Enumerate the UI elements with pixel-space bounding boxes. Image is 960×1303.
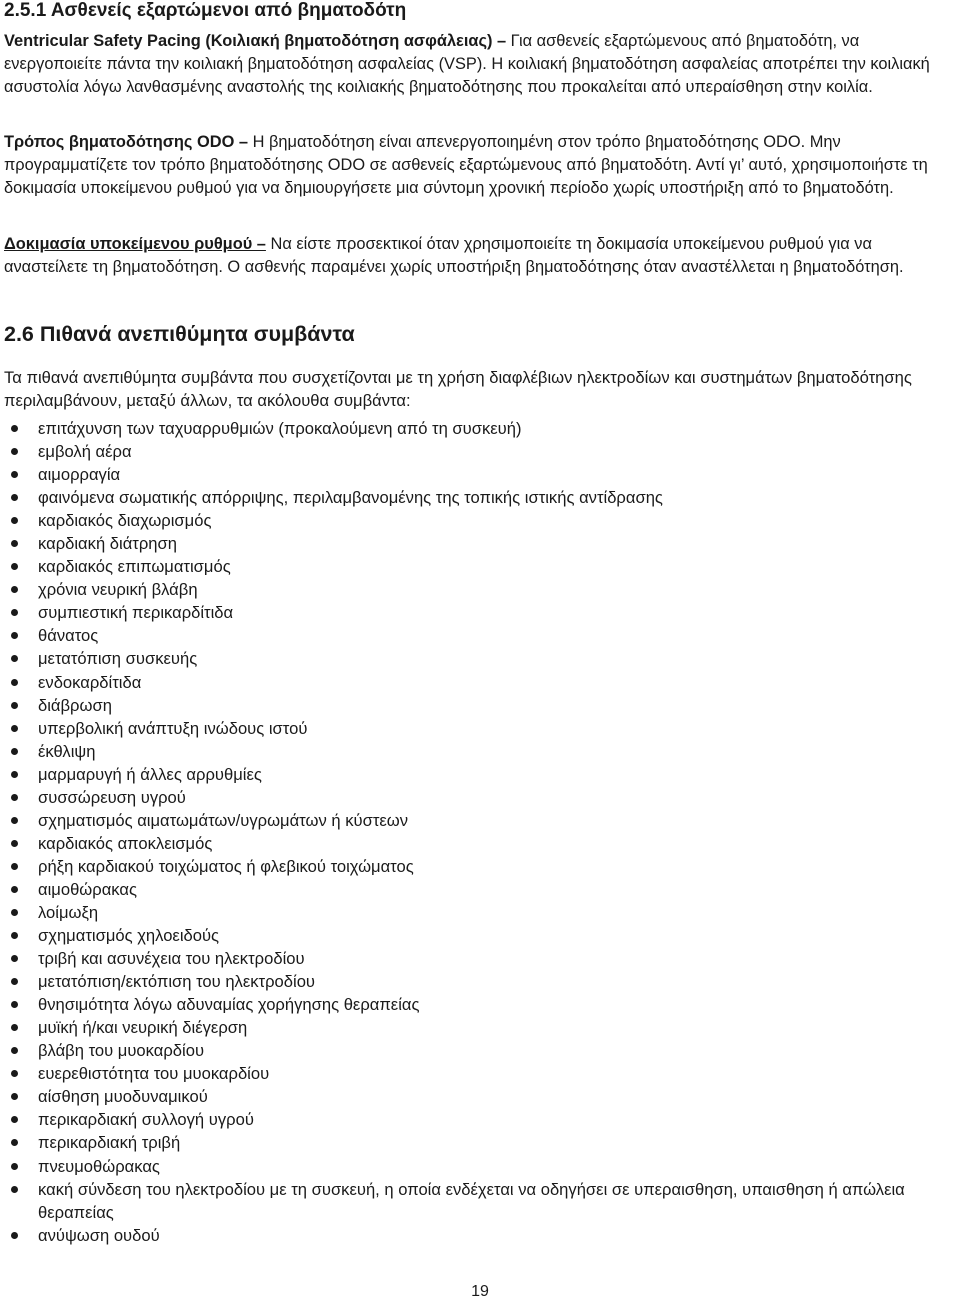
- list-item-text: πνευμοθώρακας: [38, 1156, 160, 1176]
- bullet-icon: [11, 771, 18, 778]
- list-item-text: αίσθηση μυοδυναμικού: [38, 1087, 208, 1107]
- list-item: [0, 832, 960, 855]
- list-item: [0, 763, 960, 786]
- list-item-text: σχηματισμός χηλοειδούς: [38, 926, 220, 946]
- list-item-text: μυϊκή ή/και νευρική διέγερση: [38, 1018, 248, 1038]
- list-item: [0, 924, 960, 947]
- odo-heading: Τρόπος βηματοδότησης ODO –: [4, 133, 249, 151]
- list-item: [0, 463, 960, 486]
- bullet-icon: [11, 1186, 18, 1193]
- odo-paragraph: [4, 131, 959, 200]
- underlying-rhythm-text: Να είστε προσεκτικοί όταν χρησιμοποιείτε τη δοκιμασία υποκείμενου ρυθμού για να αναστείλετε τη βηματοδότηση. Ο ασθενής παραμένει χωρίς υποστήριξη βηματοδότησης όταν αναστέλλεται η βηματοδότηση.: [4, 235, 904, 276]
- list-item-text: συσσώρευση υγρού: [38, 787, 186, 807]
- list-item-text: αιμοθώρακας: [38, 879, 137, 899]
- list-item: [0, 578, 960, 601]
- list-item: [0, 1131, 960, 1154]
- list-item-text: διάβρωση: [38, 695, 112, 715]
- list-item-text: θνησιμότητα λόγω αδυναμίας χορήγησης θεραπείας: [38, 995, 420, 1015]
- section-heading-2-5-1: 2.5.1 Ασθενείς εξαρτώμενοι από βηματοδότη: [4, 0, 407, 21]
- list-item-text: περικαρδιακή συλλογή υγρού: [38, 1110, 254, 1130]
- list-item: [0, 1178, 960, 1224]
- list-item-text: περικαρδιακή τριβή: [38, 1133, 181, 1153]
- list-item: [0, 417, 960, 440]
- bullet-icon: [11, 471, 18, 478]
- bullet-icon: [11, 517, 18, 524]
- list-item-text: ενδοκαρδίτιδα: [38, 672, 142, 692]
- page-number: 19: [471, 1283, 489, 1300]
- list-item-text: καρδιακή διάτρηση: [38, 534, 177, 554]
- bullet-icon: [11, 632, 18, 639]
- bullet-icon: [11, 1232, 18, 1239]
- list-item: [0, 486, 960, 509]
- list-item: [0, 694, 960, 717]
- list-item-text: μετατόπιση συσκευής: [38, 649, 198, 669]
- list-item-text: τριβή και ασυνέχεια του ηλεκτροδίου: [38, 949, 305, 969]
- bullet-icon: [11, 1116, 18, 1123]
- bullet-icon: [11, 817, 18, 824]
- list-item-text: μαρμαρυγή ή άλλες αρρυθμίες: [38, 764, 262, 784]
- list-item: [0, 901, 960, 924]
- bullet-icon: [11, 702, 18, 709]
- odo-text: Η βηματοδότηση είναι απενεργοποιημένη στον τρόπο βηματοδότησης ODO. Μην προγραμματίζετε τον τρόπο βηματοδότησης ODO σε ασθενείς εξαρτώμενους από βηματοδότη. Αντί γι’ αυτό, χρησιμοποιήστε τη δοκιμασία υποκείμενου ρυθμού για να δημιουργήσετε μια σύντομη χρονική περίοδο χωρίς υποστήριξη από το βηματοδότη.: [4, 133, 928, 197]
- bullet-icon: [11, 955, 18, 962]
- list-item: [0, 878, 960, 901]
- bullet-icon: [11, 586, 18, 593]
- underlying-rhythm-paragraph: [4, 233, 959, 279]
- list-item-text: λοίμωξη: [38, 902, 99, 922]
- bullet-icon: [11, 494, 18, 501]
- bullet-icon: [11, 1070, 18, 1077]
- bullet-icon: [11, 978, 18, 985]
- list-item: [0, 855, 960, 878]
- list-item-text: κακή σύνδεση του ηλεκτροδίου με τη συσκευή, η οποία ενδέχεται να οδηγήσει σε υπεραισθηση, υπαισθηση ή απώλεια θεραπείας: [38, 1179, 905, 1222]
- list-item-text: μετατόπιση/εκτόπιση του ηλεκτροδίου: [38, 972, 315, 992]
- bullet-icon: [11, 1093, 18, 1100]
- list-item: [0, 1016, 960, 1039]
- list-item-text: υπερβολική ανάπτυξη ινώδους ιστού: [38, 718, 308, 738]
- list-item: [0, 809, 960, 832]
- list-item: [0, 1224, 960, 1247]
- list-item-text: εμβολή αέρα: [38, 442, 132, 462]
- vsp-text: Για ασθενείς εξαρτώμενους από βηματοδότη, να ενεργοποιείτε πάντα την κοιλιακή βηματοδότηση ασφαλείας (VSP). Η κοιλιακή βηματοδότηση ασφαλείας αποτρέπει την κοιλιακή ασυστολία λόγω λανθασμένης αναστολής της κοιλιακής βηματοδότησης που προκαλείται από υπεραίσθηση στην κοιλία.: [4, 32, 930, 96]
- list-item: [0, 671, 960, 694]
- bullet-icon: [11, 794, 18, 801]
- list-item-text: καρδιακός επιπωματισμός: [38, 557, 231, 577]
- list-item-text: ανύψωση ουδού: [38, 1225, 160, 1245]
- bullet-icon: [11, 540, 18, 547]
- bullet-icon: [11, 1047, 18, 1054]
- bullet-icon: [11, 1024, 18, 1031]
- vsp-heading: Ventricular Safety Pacing (Κοιλιακή βηματοδότηση ασφάλειας) –: [4, 32, 507, 50]
- list-item: [0, 1062, 960, 1085]
- bullet-icon: [11, 609, 18, 616]
- list-item-text: καρδιακός διαχωρισμός: [38, 511, 212, 531]
- list-item-text: αιμορραγία: [38, 465, 121, 485]
- list-item: [0, 717, 960, 740]
- adverse-events-intro: Τα πιθανά ανεπιθύμητα συμβάντα που συσχετίζονται με τη χρήση διαφλέβιων ηλεκτροδίων και συστημάτων βηματοδότησης περιλαμβάνουν, μεταξύ άλλων, τα ακόλουθα συμβάντα:: [4, 368, 912, 410]
- bullet-icon: [11, 425, 18, 432]
- bullet-icon: [11, 840, 18, 847]
- bullet-icon: [11, 725, 18, 732]
- list-item: [0, 440, 960, 463]
- bullet-icon: [11, 909, 18, 916]
- list-item-text: βλάβη του μυοκαρδίου: [38, 1041, 205, 1061]
- bullet-icon: [11, 886, 18, 893]
- list-item: [0, 786, 960, 809]
- list-item-text: σχηματισμός αιματωμάτων/υγρωμάτων ή κύστεων: [38, 810, 409, 830]
- list-item: [0, 647, 960, 670]
- bullet-icon: [11, 1163, 18, 1170]
- list-item: [0, 970, 960, 993]
- vsp-paragraph: [4, 30, 959, 99]
- list-item-text: καρδιακός αποκλεισμός: [38, 833, 213, 853]
- list-item: [0, 993, 960, 1016]
- list-item: [0, 1085, 960, 1108]
- list-item-text: ρήξη καρδιακού τοιχώματος ή φλεβικού τοιχώματος: [38, 856, 414, 876]
- bullet-icon: [11, 655, 18, 662]
- section-heading-2-6: 2.6 Πιθανά ανεπιθύμητα συμβάντα: [4, 322, 355, 346]
- list-item-text: χρόνια νευρική βλάβη: [38, 580, 198, 600]
- list-item: [0, 532, 960, 555]
- bullet-icon: [11, 448, 18, 455]
- list-item-text: έκθλιψη: [38, 741, 96, 761]
- list-item: [0, 555, 960, 578]
- list-item: [0, 509, 960, 532]
- bullet-icon: [11, 748, 18, 755]
- bullet-icon: [11, 863, 18, 870]
- list-item: [0, 947, 960, 970]
- list-item-text: ευερεθιστότητα του μυοκαρδίου: [38, 1064, 270, 1084]
- list-item: [0, 1155, 960, 1178]
- list-item: [0, 1039, 960, 1062]
- bullet-icon: [11, 1139, 18, 1146]
- list-item: [0, 624, 960, 647]
- bullet-icon: [11, 1001, 18, 1008]
- adverse-events-list: [0, 417, 960, 1247]
- list-item-text: συμπιεστική περικαρδίτιδα: [38, 603, 234, 623]
- underlying-rhythm-heading: Δοκιμασία υποκείμενου ρυθμού –: [4, 235, 266, 253]
- list-item-text: επιτάχυνση των ταχυαρρυθμιών (προκαλούμενη από τη συσκευή): [38, 419, 522, 438]
- list-item: [0, 601, 960, 624]
- list-item-text: θάνατος: [38, 626, 99, 646]
- bullet-icon: [11, 932, 18, 939]
- list-item-text: φαινόμενα σωματικής απόρριψης, περιλαμβανομένης της τοπικής ιστικής αντίδρασης: [38, 488, 663, 508]
- bullet-icon: [11, 679, 18, 686]
- list-item: [0, 740, 960, 763]
- bullet-icon: [11, 563, 18, 570]
- list-item: [0, 1108, 960, 1131]
